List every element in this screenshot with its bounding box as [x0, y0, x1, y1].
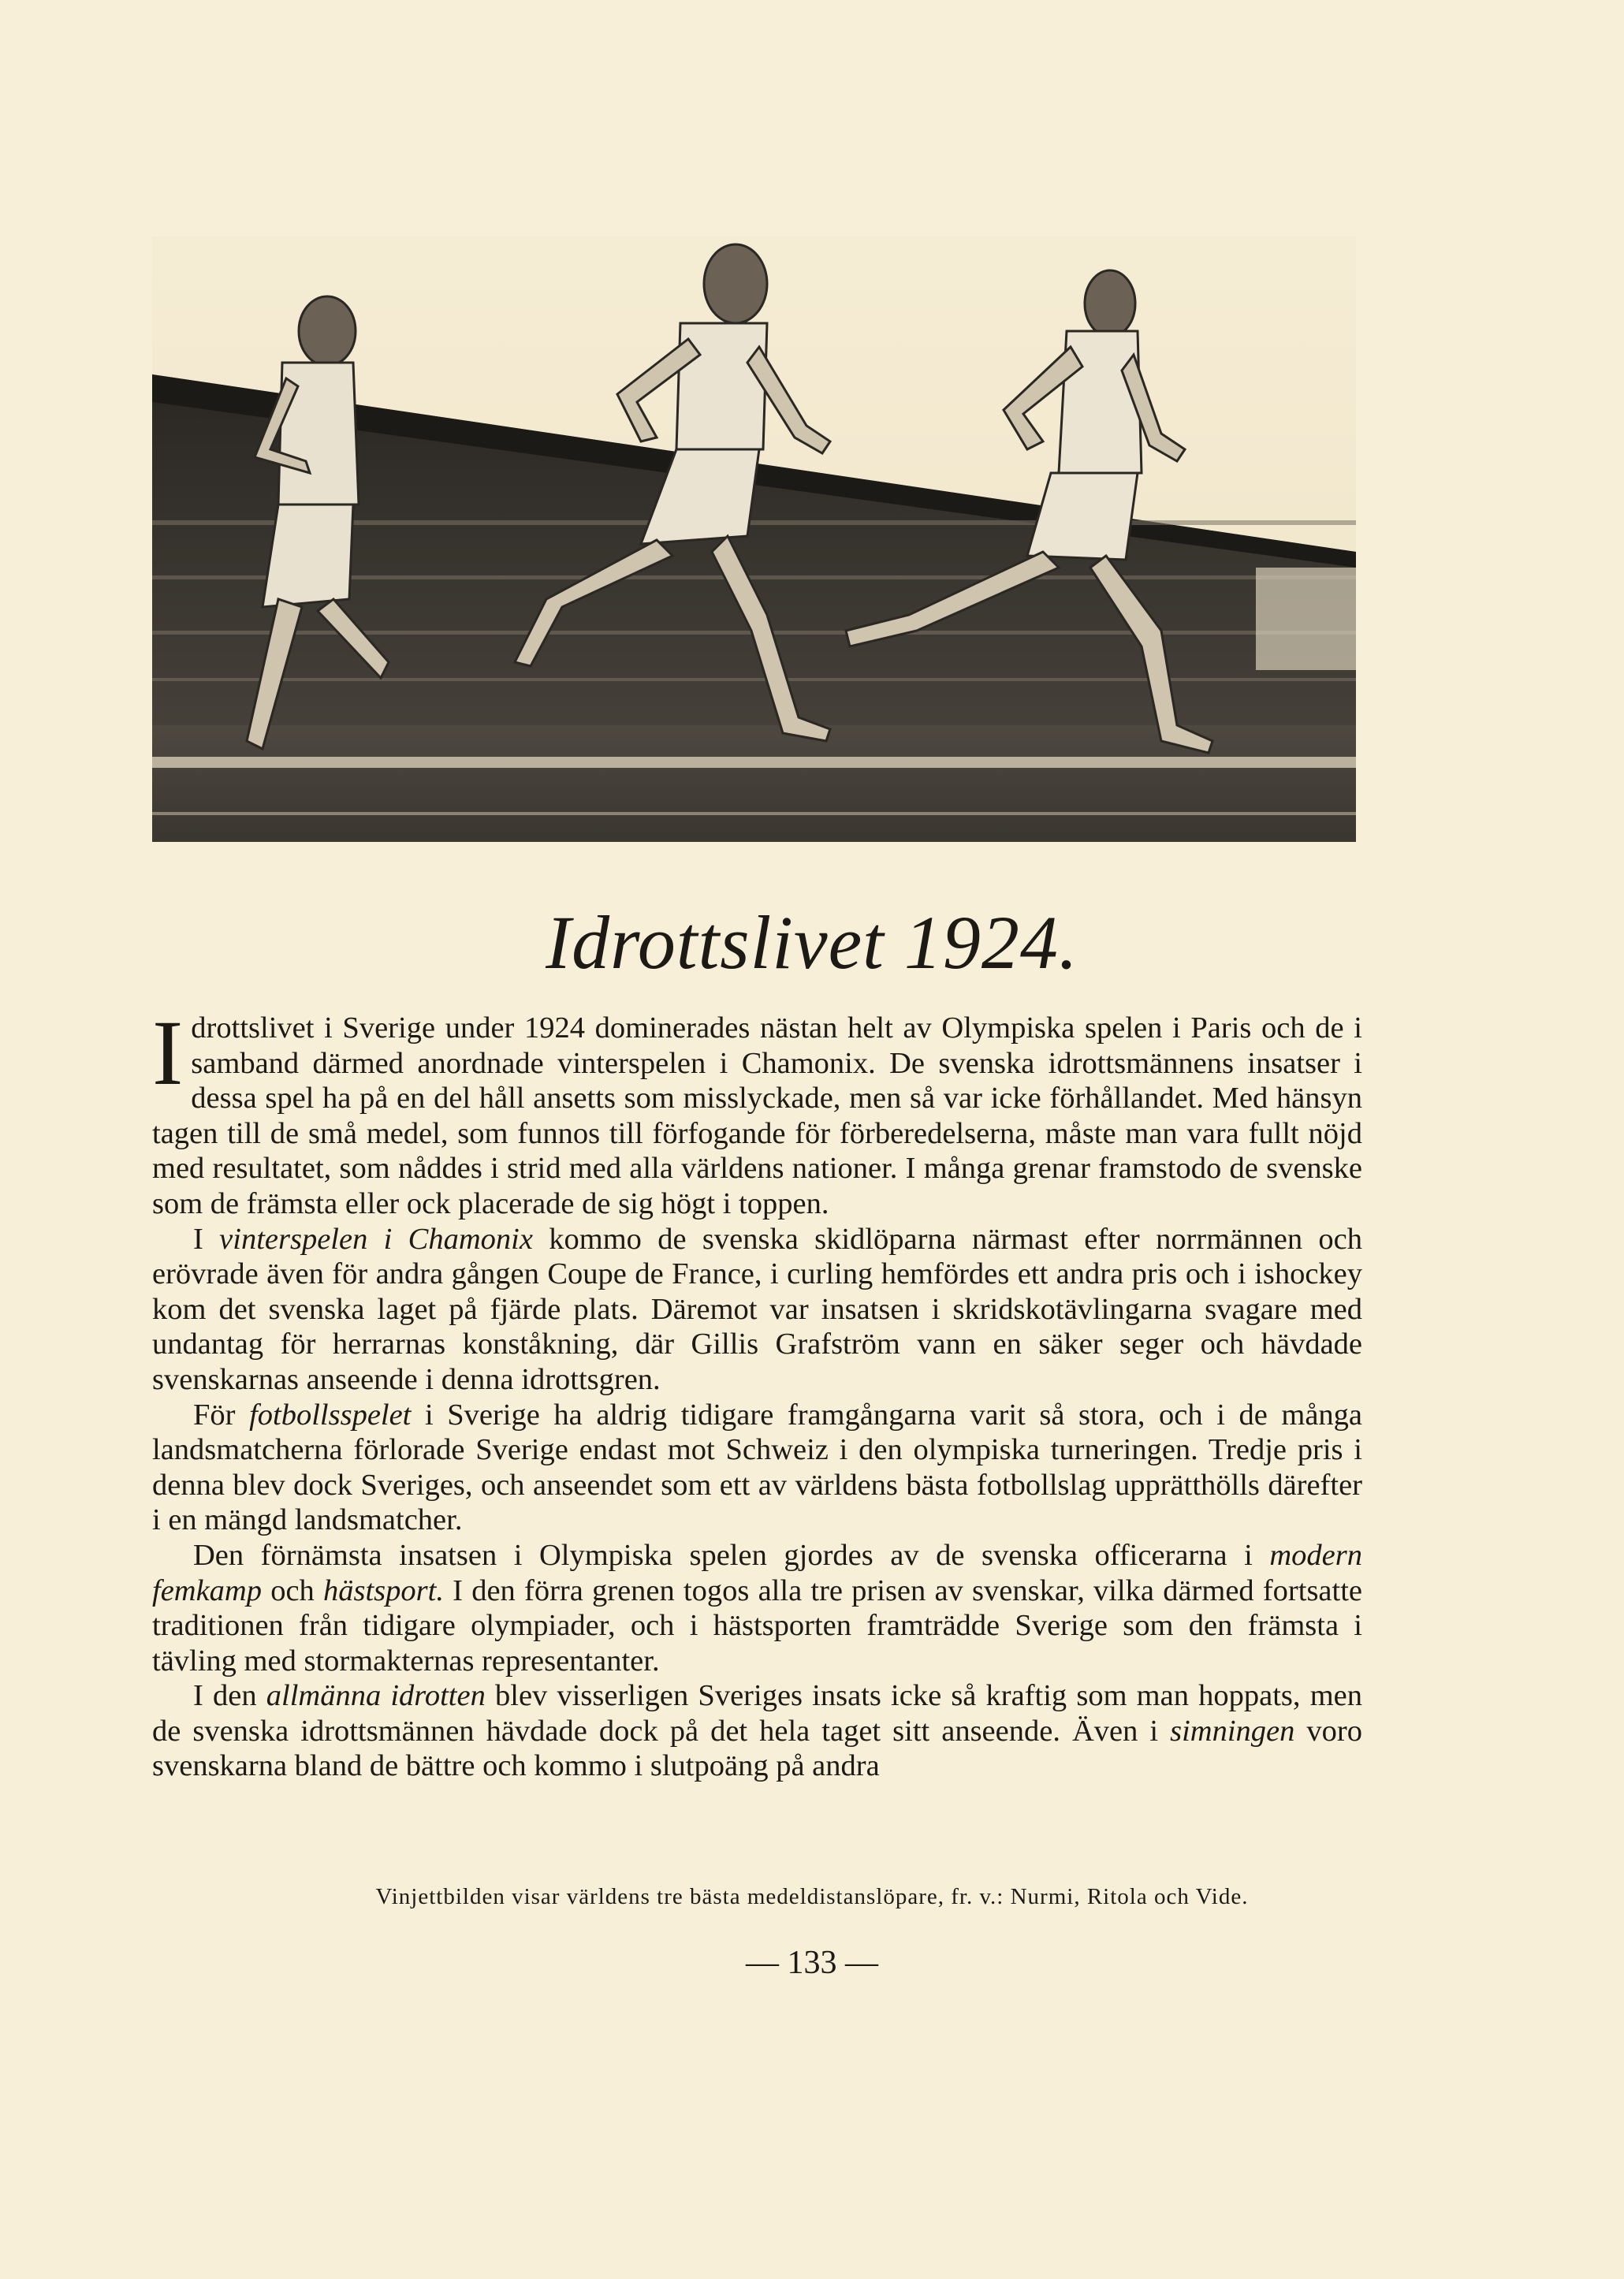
runners-photo	[152, 236, 1356, 842]
paragraph-1-text: drottslivet i Sverige under 1924 dominerades nästan helt av Olympiska spelen i Paris och de i samband därmed anordnade vinterspelen i Chamonix. De svenska idrottsmännens insatser i dessa spel ha på en del håll ansetts som misslyckade, men så var icke förhållandet. Med hänsyn tagen till de små medel, som funnos till förfogande för förberedelserna, måste man vara fullt nöjd med resultatet, som nåddes i strid med alla världens nationer. I många grenar framstodo de svenske som de främsta eller ock placerade de sig högt i toppen.	[152, 1011, 1362, 1220]
paragraph-4	[152, 1538, 1362, 1678]
photo-illustration	[152, 236, 1356, 842]
paragraph-5	[152, 1678, 1362, 1784]
italic-term: vinterspelen i Chamonix	[219, 1222, 533, 1256]
text-run: kommo de svenska skidlöparna närmast efter norrmännen och erövrade även för andra gången Coupe de France, i curling hemfördes ett andra pris och i ishockey kom det svenska laget på fjärde plats. Däremot var insatsen i skridskotävlingarna svagare med undantag för herrarnas konståkning, där Gillis Grafström vann en säker seger och hävdade svenskarnas anseende i denna idrottsgren.	[152, 1222, 1363, 1396]
paragraph-1	[152, 1001, 1362, 1222]
italic-term: modern femkamp	[152, 1538, 1362, 1607]
photo-caption: Vinjettbilden visar världens tre bästa medeldistanslöpare, fr. v.: Nurmi, Ritola och Vide.	[375, 1884, 1249, 1909]
page-title: Idrottslivet 1924.	[546, 900, 1078, 985]
text-run: i Sverige ha aldrig tidigare framgångarna varit så stora, och i de många landsmatcherna förlorade Sverige endast mot Schweiz i den olympiska turneringen. Tredje pris i denna blev dock Sveriges, och anseendet som ett av världens bästa fotbollslag upprätthölls därefter i en mängd landsmatcher.	[152, 1398, 1362, 1537]
text-run: voro svenskarna bland de bättre och kommo i slutpoäng på andra	[152, 1714, 1362, 1783]
italic-term: hästsport.	[323, 1573, 444, 1607]
text-run: Den förnämsta insatsen i Olympiska spelen gjordes av de svenska officerarna i	[193, 1538, 1270, 1572]
italic-term: simningen	[1170, 1714, 1295, 1748]
paragraph-2	[152, 1222, 1362, 1398]
page-number: — 133 —	[746, 1945, 878, 1981]
text-run: blev visserligen Sveriges insats icke så kraftig som man hoppats, men de svenska idrottsmännen hävdade dock på det hela taget sitt anseende. Även i	[152, 1679, 1362, 1748]
italic-term: fotbollsspelet	[249, 1398, 412, 1432]
text-run: I	[193, 1222, 220, 1256]
text-run: För	[193, 1398, 250, 1432]
text-run: och	[261, 1573, 323, 1607]
text-run: I den	[193, 1679, 266, 1713]
drop-cap: I	[152, 1001, 184, 1104]
article-body	[152, 1001, 1363, 1784]
italic-term: allmänna idrotten	[266, 1679, 486, 1713]
text-run: I den förra grenen togos alla tre prisen av svenskar, vilka därmed fortsatte traditionen från tidigare olympiader, och i hästsporten framträdde Sverige som den främsta i tävling med stormakternas representanter.	[152, 1573, 1362, 1678]
paragraph-3	[152, 1398, 1362, 1538]
